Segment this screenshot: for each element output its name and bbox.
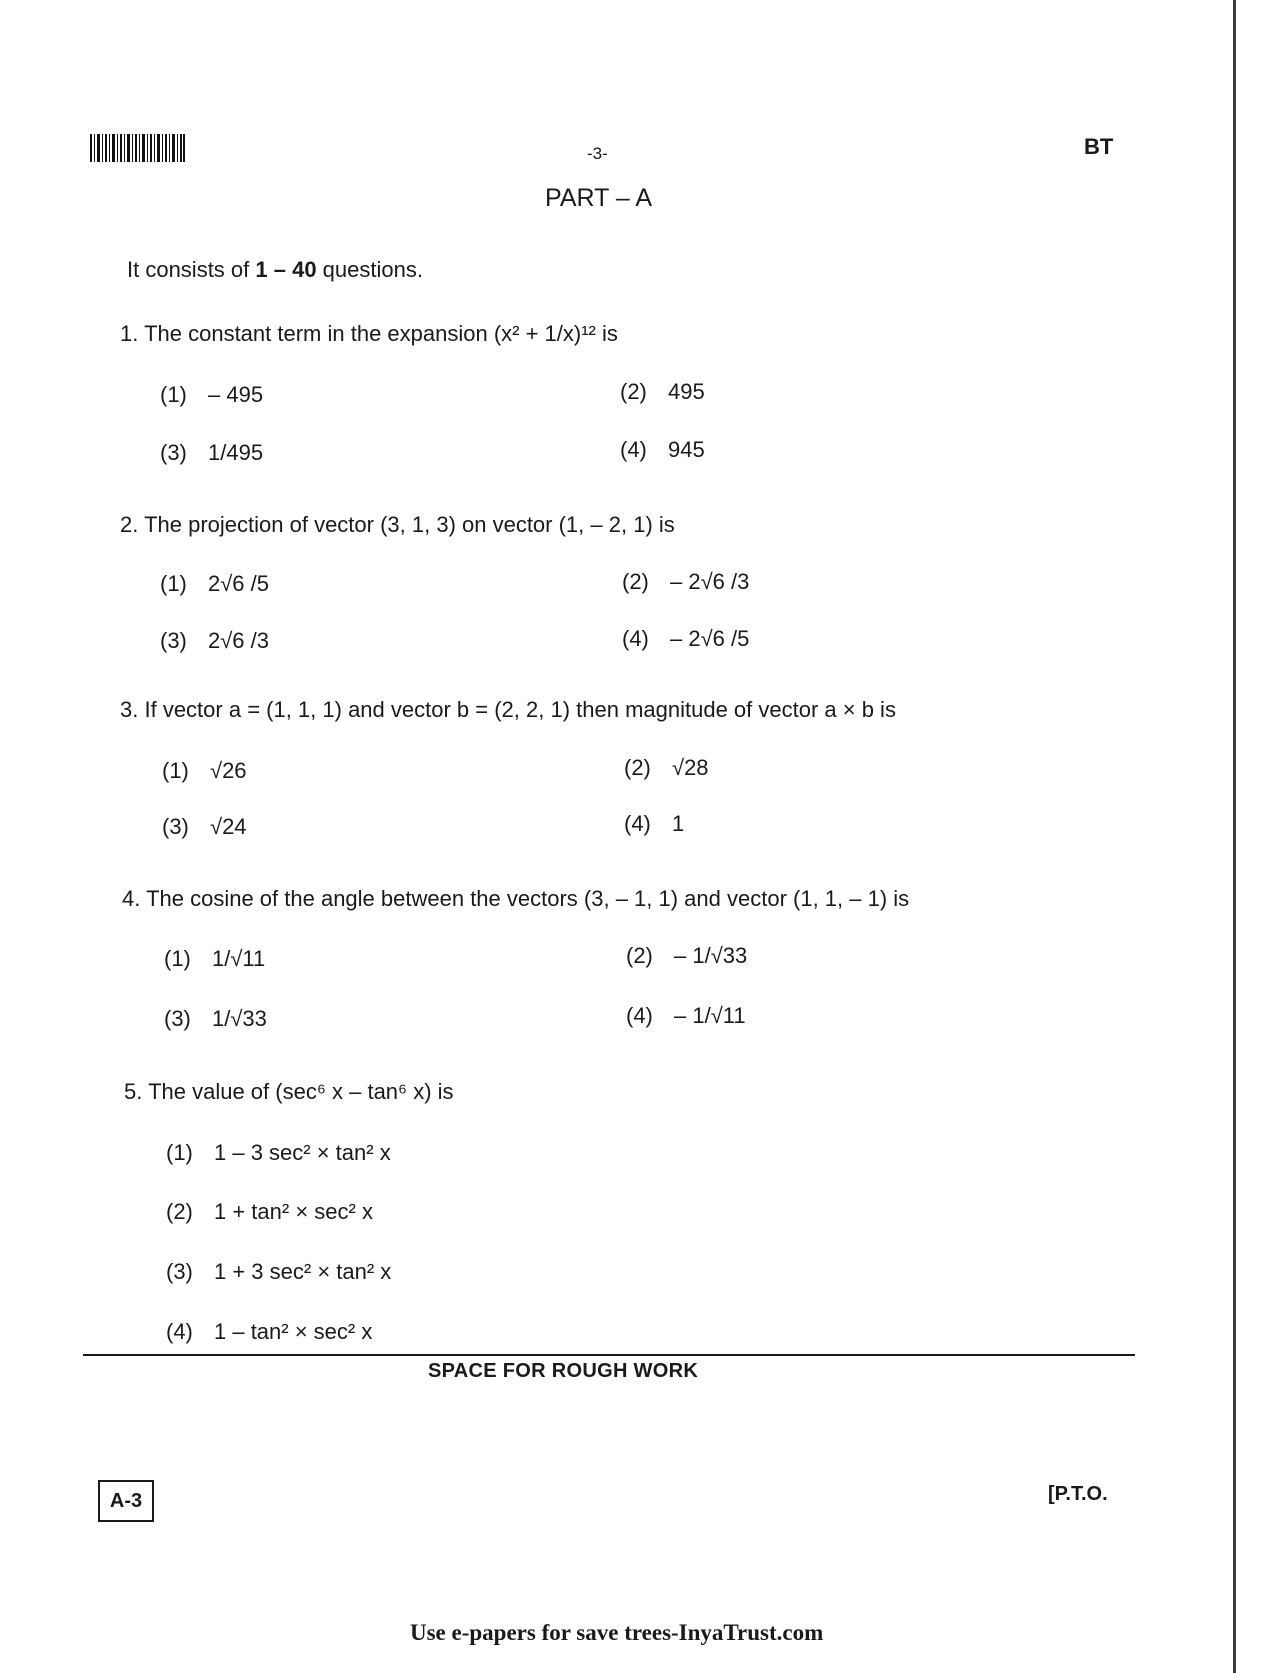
option-1-4 <box>620 437 705 463</box>
option-number: (2) <box>626 943 653 968</box>
option-value: √28 <box>672 755 709 780</box>
question-text: If vector a = (1, 1, 1) and vector b = (2, 2, 1) then magnitude of vector a × b is <box>144 697 896 722</box>
option-4-2 <box>626 943 747 969</box>
question-number: 2. <box>120 512 139 537</box>
option-number: (3) <box>160 628 187 653</box>
instructions-prefix: It consists of <box>127 257 256 282</box>
option-5-2 <box>166 1199 373 1225</box>
rough-work-label: SPACE FOR ROUGH WORK <box>428 1360 699 1382</box>
option-5-3 <box>166 1259 391 1285</box>
option-value: 1 <box>672 811 685 836</box>
option-value: 1/√33 <box>212 1006 267 1031</box>
option-number: (1) <box>160 382 187 407</box>
page-edge-line <box>1233 0 1236 1673</box>
option-value: 945 <box>668 437 705 462</box>
question-text: The cosine of the angle between the vectors (3, – 1, 1) and vector (1, 1, – 1) is <box>146 886 910 911</box>
option-value: √26 <box>210 758 247 783</box>
option-value: – 1/√11 <box>674 1003 746 1028</box>
option-number: (4) <box>626 1003 653 1028</box>
option-value: – 2√6 /3 <box>670 569 750 594</box>
rough-work-divider <box>83 1354 1135 1356</box>
question-number: 4. <box>122 886 141 911</box>
option-1-2 <box>620 379 705 405</box>
question-4 <box>122 886 909 912</box>
option-value: 1 – tan² × sec² x <box>214 1319 373 1344</box>
pto-label: [P.T.O. <box>1048 1483 1108 1505</box>
option-number: (4) <box>620 437 647 462</box>
option-number: (3) <box>164 1006 191 1031</box>
option-value: – 2√6 /5 <box>670 626 750 651</box>
option-2-3 <box>160 628 269 654</box>
option-number: (1) <box>164 946 191 971</box>
option-2-2 <box>622 569 749 595</box>
option-5-1 <box>166 1140 391 1166</box>
question-text: The constant term in the expansion (x² + 1/x)¹² is <box>144 321 618 346</box>
question-3 <box>120 697 896 723</box>
question-1 <box>120 321 618 347</box>
option-number: (2) <box>622 569 649 594</box>
option-2-1 <box>160 571 269 597</box>
option-1-3 <box>160 440 263 466</box>
footer-watermark: Use e-papers for save trees-InyaTrust.com <box>410 1620 824 1645</box>
question-range: 1 – 40 <box>255 257 317 282</box>
option-number: (4) <box>622 626 649 651</box>
option-4-1 <box>164 946 265 972</box>
option-number: (1) <box>162 758 189 783</box>
option-4-3 <box>164 1006 267 1032</box>
option-number: (4) <box>624 811 651 836</box>
series-code: BT <box>1084 134 1114 159</box>
question-text: The projection of vector (3, 1, 3) on vector (1, – 2, 1) is <box>144 512 675 537</box>
option-number: (2) <box>624 755 651 780</box>
question-number: 1. <box>120 321 139 346</box>
option-3-2 <box>624 755 709 781</box>
option-value: 2√6 /5 <box>208 571 270 596</box>
option-3-3 <box>162 814 247 840</box>
question-5 <box>124 1079 454 1105</box>
question-number: 5. <box>124 1079 143 1104</box>
page-code-box: A-3 <box>98 1480 154 1522</box>
option-number: (3) <box>160 440 187 465</box>
option-value: 1 + 3 sec² × tan² x <box>214 1259 392 1284</box>
option-2-4 <box>622 626 749 652</box>
option-value: 1/√11 <box>212 946 266 971</box>
option-1-1 <box>160 382 263 408</box>
option-value: 495 <box>668 379 705 404</box>
option-value: – 495 <box>208 382 264 407</box>
option-value: 1 – 3 sec² × tan² x <box>214 1140 391 1165</box>
option-number: (2) <box>166 1199 193 1224</box>
option-number: (4) <box>166 1319 193 1344</box>
page-number: -3- <box>587 144 608 163</box>
option-value: 1/495 <box>208 440 264 465</box>
option-value: 2√6 /3 <box>208 628 270 653</box>
option-value: – 1/√33 <box>674 943 748 968</box>
option-number: (1) <box>160 571 187 596</box>
instructions-suffix: questions. <box>316 257 423 282</box>
option-number: (3) <box>162 814 189 839</box>
option-3-4 <box>624 811 684 837</box>
option-number: (2) <box>620 379 647 404</box>
option-value: 1 + tan² × sec² x <box>214 1199 373 1224</box>
question-2 <box>120 512 675 538</box>
option-5-4 <box>166 1319 372 1345</box>
option-number: (3) <box>166 1259 193 1284</box>
option-value: √24 <box>210 814 247 839</box>
option-number: (1) <box>166 1140 193 1165</box>
question-text: The value of (sec⁶ x – tan⁶ x) is <box>148 1079 454 1104</box>
part-title: PART – A <box>545 184 653 212</box>
option-4-4 <box>626 1003 746 1029</box>
option-3-1 <box>162 758 247 784</box>
instructions <box>127 257 423 283</box>
question-number: 3. <box>120 697 139 722</box>
barcode-icon <box>90 134 185 162</box>
